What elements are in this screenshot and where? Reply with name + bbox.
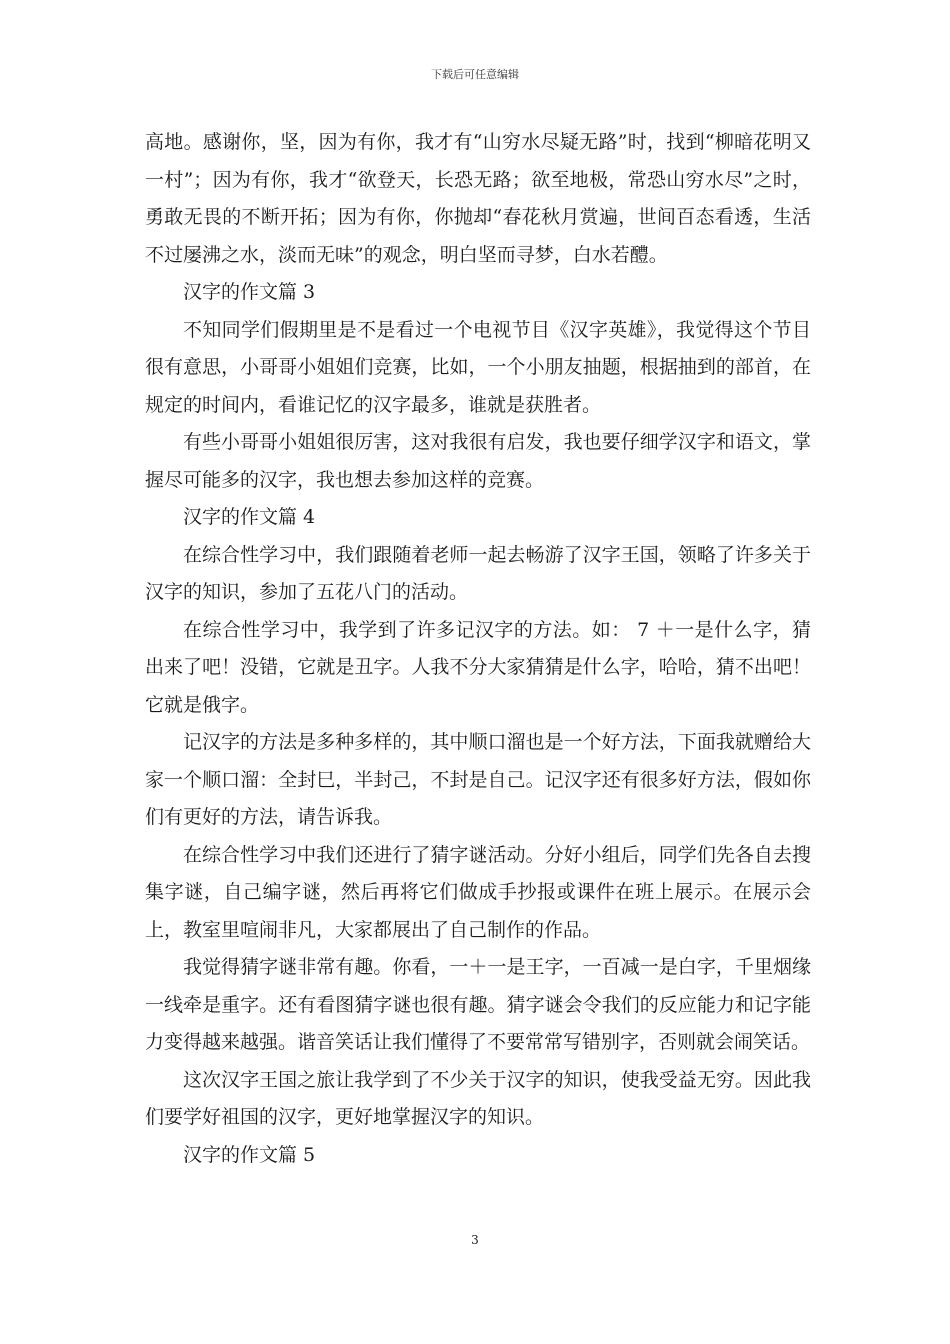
paragraph: 在综合性学习中我们还进行了猜字谜活动。分好小组后，同学们先各自去搜集字谜，自己编字谜，然后再将它们做成手抄报或课件在班上展示。在展示会上，教室里喧闹非凡，大家都展出了自己制作的作品。 bbox=[145, 843, 811, 941]
paragraph: 记汉字的方法是多种多样的，其中顺口溜也是一个好方法，下面我就赠给大家一个顺口溜：全封巳，半封己，不封是自己。记汉字还有很多好方法，假如你们有更好的方法，请告诉我。 bbox=[145, 731, 811, 828]
paragraph: 有些小哥哥小姐姐很厉害，这对我很有启发，我也要仔细学汉字和语文，掌握尽可能多的汉字，我也想去参加这样的竞赛。 bbox=[145, 431, 811, 491]
section-heading: 汉字的作文篇 4 bbox=[183, 506, 316, 528]
paragraph: 这次汉字王国之旅让我学到了不少关于汉字的知识，使我受益无穷。因此我们要学好祖国的汉字，更好地掌握汉字的知识。 bbox=[145, 1068, 811, 1128]
paragraph: 不知同学们假期里是不是看过一个电视节目《汉字英雄》，我觉得这个节目很有意思，小哥哥小姐姐们竞赛，比如，一个小朋友抽题，根据抽到的部首，在规定的时间内，看谁记忆的汉字最多，谁就是获胜者。 bbox=[145, 318, 811, 416]
document-body bbox=[145, 124, 811, 1174]
page-number: 3 bbox=[471, 1233, 479, 1247]
section-heading: 汉字的作文篇 3 bbox=[183, 281, 316, 303]
page-header: 下载后可任意编辑 bbox=[431, 68, 519, 81]
section-heading: 汉字的作文篇 5 bbox=[183, 1143, 316, 1166]
paragraph: 在综合性学习中，我们跟随着老师一起去畅游了汉字王国，领略了许多关于汉字的知识，参加了五花八门的活动。 bbox=[145, 543, 811, 603]
paragraph: 在综合性学习中，我学到了许多记汉字的方法。如： 7 ＋一是什么字，猜出来了吧！没错，它就是丑字。人我不分大家猜猜是什么字，哈哈，猜不出吧！它就是俄字。 bbox=[145, 618, 811, 716]
paragraph: 我觉得猜字谜非常有趣。你看，一＋一是王字，一百减一是白字，千里烟缘一线牵是重字。还有看图猜字谜也很有趣。猜字谜会令我们的反应能力和记字能力变得越来越强。谐音笑话让我们懂得了不要常常写错别字，否则就会闹笑话。 bbox=[145, 956, 811, 1053]
paragraph: 高地。感谢你，坚，因为有你，我才有“山穷水尽疑无路”时，找到“柳暗花明又一村”；因为有你，我才“欲登天，长恐无路；欲至地极，常恐山穷水尽”之时，勇敢无畏的不断开拓；因为有你，你抛却“春花秋月赏遍，世间百态看透，生活不过屡沸之水，淡而无味”的观念，明白坚而寻梦，白水若醴。 bbox=[145, 131, 811, 266]
